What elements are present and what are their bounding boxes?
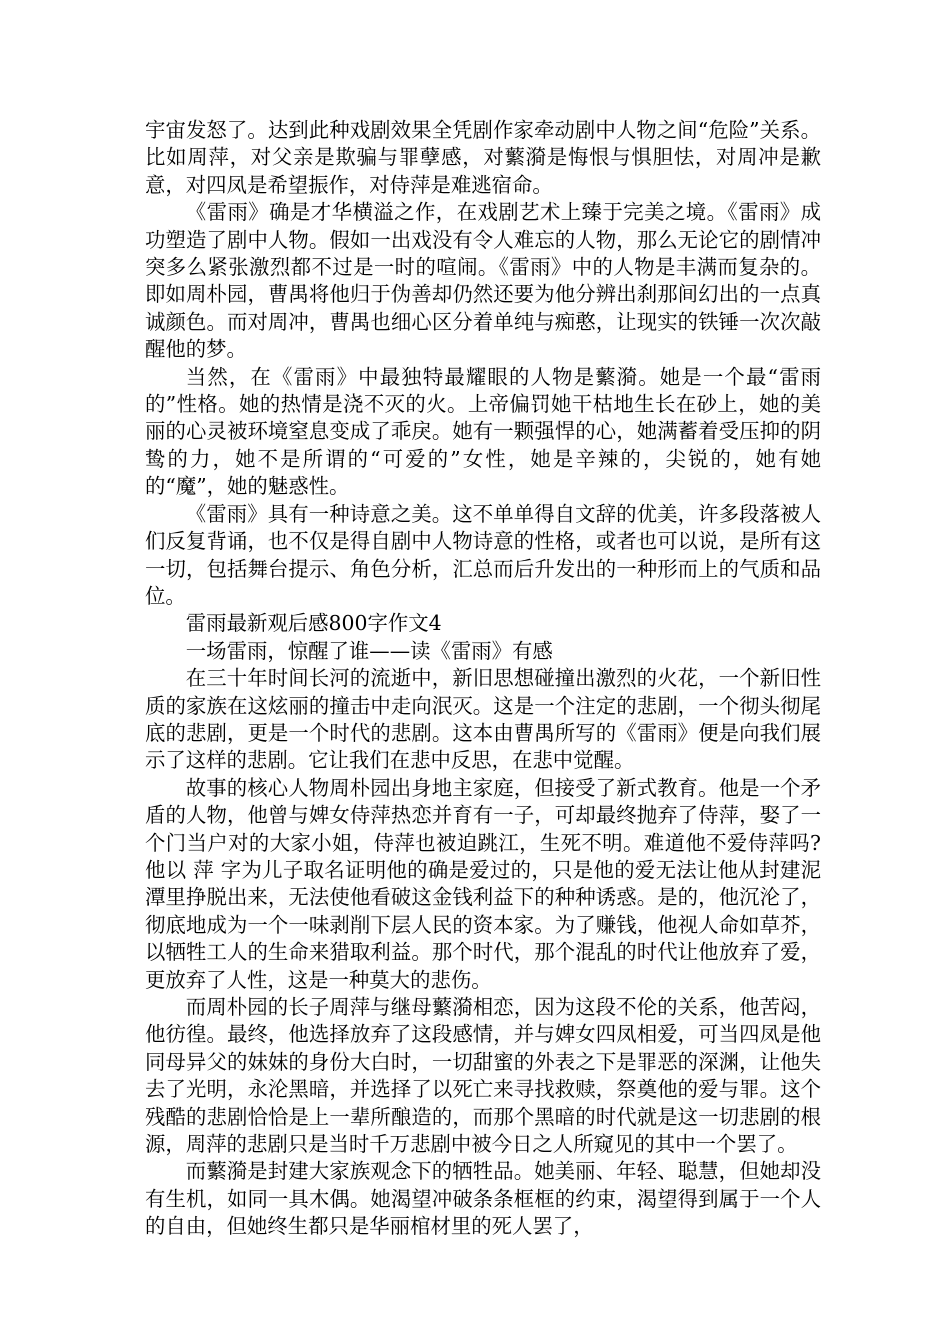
document-page xyxy=(145,117,821,1241)
paragraph-7: 而周朴园的长子周萍与继母蘩漪相恋，因为这段不伦的关系，他苦闷，他彷徨。最终，他选择放弃了这段感情，并与婢女四凤相爱，可当四凤是他同母异父的妹妹的身份大白时，一切甜蜜的外表之下是罪恶的深渊，让他失去了光明，永沦黑暗，并选择了以死亡来寻找救赎，祭奠他的爱与罪。这个残酷的悲剧恰恰是上一辈所酿造的，而那个黑暗的时代就是这一切悲剧的根源，周萍的悲剧只是当时千万悲剧中被今日之人所窥见的其中一个罢了。 xyxy=(145,995,821,1157)
section-heading: 雷雨最新观后感800字作文4 xyxy=(185,611,442,636)
paragraph-3: 当然，在《雷雨》中最独特最耀眼的人物是蘩漪。她是一个最“雷雨的”性格。她的热情是浇不灭的火。上帝偏罚她干枯地生长在砂上，她的美丽的心灵被环境窒息变成了乖戾。她有一颗强悍的心，她满蓄着受压抑的阴鸷的力，她不是所谓的“可爱的”女性，她是辛辣的，尖锐的，她有她的“魔”，她的魅惑性。 xyxy=(145,364,821,499)
paragraph-2: 《雷雨》确是才华横溢之作，在戏剧艺术上臻于完美之境。《雷雨》成功塑造了剧中人物。假如一出戏没有令人难忘的人物，那么无论它的剧情冲突多么紧张激烈都不过是一时的喧闹。《雷雨》中的人物是丰满而复杂的。即如周朴园，曹禺将他归于伪善却仍然还要为他分辨出刹那间幻出的一点真诚颜色。而对周冲，曹禺也细心区分着单纯与痴憨，让现实的铁锤一次次敲醒他的梦。 xyxy=(145,200,821,362)
paragraph-4: 《雷雨》具有一种诗意之美。这不单单得自文辞的优美，许多段落被人们反复背诵，也不仅是得自剧中人物诗意的性格，或者也可以说，是所有这一切，包括舞台提示、角色分析，汇总而后升发出的一种形而上的气质和品位。 xyxy=(145,501,821,608)
essay-title: 一场雷雨，惊醒了谁——读《雷雨》有感 xyxy=(185,638,553,663)
paragraph-8: 而蘩漪是封建大家族观念下的牺牲品。她美丽、年轻、聪慧，但她却没有生机，如同一具木偶。她渴望冲破条条框框的约束，渴望得到属于一个人的自由，但她终生都只是华丽棺材里的死人罢了， xyxy=(145,1159,821,1239)
paragraph-6: 故事的核心人物周朴园出身地主家庭，但接受了新式教育。他是一个矛盾的人物，他曾与婢女侍萍热恋并育有一子，可却最终抛弃了侍萍，娶了一个门当户对的大家小姐，侍萍也被迫跳江，生死不明。难道他不爱侍萍吗?他以 萍 字为儿子取名证明他的确是爱过的，只是他的爱无法让他从封建泥潭里挣脱出来，无法使他看破这金钱利益下的种种诱惑。是的，他沉沦了，彻底地成为一个一味剥削下层人民的资本家。为了赚钱，他视人命如草芥，以牺牲工人的生命来猎取利益。那个时代，那个混乱的时代让他放弃了爱，更放弃了人性，这是一种莫大的悲伤。 xyxy=(145,775,821,992)
paragraph-5: 在三十年时间长河的流逝中，新旧思想碰撞出激烈的火花，一个新旧性质的家族在这炫丽的撞击中走向泯灭。这是一个注定的悲剧，一个彻头彻尾底的悲剧，更是一个时代的悲剧。这本由曹禺所写的《雷雨》便是向我们展示了这样的悲剧。它让我们在悲中反思，在悲中觉醒。 xyxy=(145,666,821,773)
paragraph-1: 宇宙发怒了。达到此种戏剧效果全凭剧作家牵动剧中人物之间“危险”关系。比如周萍，对父亲是欺骗与罪孽感，对蘩漪是悔恨与惧胆怯，对周冲是歉意，对四凤是希望振作，对侍萍是难逃宿命。 xyxy=(145,118,821,197)
